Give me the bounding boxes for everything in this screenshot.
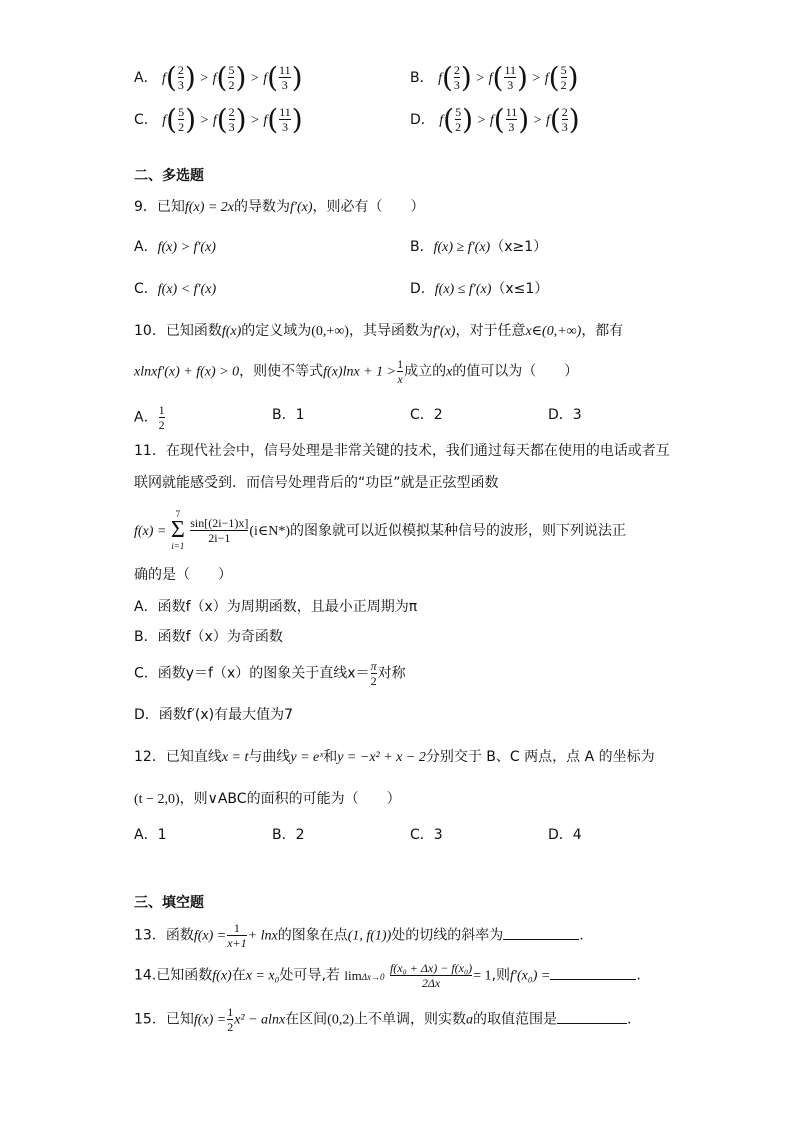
q9-option-c: C．f(x) < f′(x) bbox=[134, 281, 217, 297]
section-title-fill-in: 三、填空题 bbox=[134, 895, 204, 911]
q10-stem-line1: 10．已知函数f(x)的定义域为(0,+∞)，其导函数为f′(x)，对于任意x∈(0,+∞)，都有 bbox=[134, 323, 624, 339]
q9-stem: 9．已知f(x) = 2x的导数为f′(x)，则必有（ ） bbox=[134, 199, 425, 215]
q11-stem-line4: 确的是（ ） bbox=[134, 567, 232, 583]
q9-option-a: A．f(x) > f′(x) bbox=[134, 239, 216, 255]
q9-option-d: D．f(x) ≤ f′(x)（x≤1） bbox=[410, 281, 549, 297]
q8-option-c: C． f( $\frac{5}{2}$ ) > f( $\frac{2}{3}$ ) > f( $\frac{11}{3}$ ) bbox=[134, 103, 303, 136]
q15-answer-blank[interactable] bbox=[557, 1009, 627, 1024]
q14-stem: 14.已知函数f(x)在x = x₀处可导,若 limΔx→0 $\frac{\text{f(x₀ + Δx) − f(x₀)}}{2\Delta x}$ = 1,则f′(x₀) = . bbox=[134, 961, 641, 990]
q9-option-b: B．f(x) ≥ f′(x)（x≥1） bbox=[410, 239, 548, 255]
q8-option-d: D． f( $\frac{5}{2}$ ) > f( $\frac{11}{3}$ ) > f( $\frac{2}{3}$ ) bbox=[410, 103, 580, 136]
q8-option-a: A． f( $\frac{2}{3}$ ) > f( $\frac{5}{2}$ ) > f( $\frac{11}{3}$ ) bbox=[134, 61, 303, 94]
q15-stem: 15．已知f(x) = $\frac{1}{2}$ x² − alnx在区间(0,2)上不单调，则实数a的取值范围是 . bbox=[134, 1005, 632, 1034]
q10-option-a: A． $\frac{1}{2}$ bbox=[134, 403, 165, 432]
q11-option-d: D．函数f′(x)有最大值为7 bbox=[134, 707, 294, 723]
q13-answer-blank[interactable] bbox=[503, 925, 579, 940]
q10-stem-line2: xlnxf′(x) + f(x) > 0，则使不等式f(x)lnx + 1 > $\frac{1}{x}$ 成立的x的值可以为（ ） bbox=[134, 357, 579, 386]
q12-option-b: B．2 bbox=[272, 827, 305, 843]
q11-stem-line3: f(x) = 7 Σ i=1 $\frac{\sin[(2i-1)x]}{2i-1}$ (i∈N*)的图象就可以近似模拟某种信号的波形，则下列说法正 bbox=[134, 509, 627, 551]
q12-stem-line1: 12．已知直线x = t与曲线y = eˣ和y = −x² + x − 2分别交于 B、C 两点，点 A 的坐标为 bbox=[134, 749, 655, 765]
q11-option-b: B．函数f（x）为奇函数 bbox=[134, 629, 283, 645]
q12-stem-line2: (t − 2,0)，则∨ABC的面积的可能为（ ） bbox=[134, 791, 401, 807]
q12-option-a: A．1 bbox=[134, 827, 167, 843]
q13-stem: 13．函数f(x) = $\frac{1}{x+1}$ + lnx的图象在点(1, f(1))处的切线的斜率为 . bbox=[134, 921, 584, 950]
q12-option-c: C．3 bbox=[410, 827, 443, 843]
q10-option-d: D．3 bbox=[548, 407, 582, 423]
q11-option-c: C．函数y＝f（x）的图象关于直线x＝ $\frac{\pi}{2}$ 对称 bbox=[134, 659, 406, 688]
section-title-multiple-choice: 二、多选题 bbox=[134, 168, 204, 184]
summation-symbol: 7 Σ i=1 bbox=[170, 509, 185, 551]
q12-option-d: D．4 bbox=[548, 827, 582, 843]
q10-option-b: B．1 bbox=[272, 407, 305, 423]
q11-stem-line2: 联网就能感受到．而信号处理背后的“功臣”就是正弦型函数 bbox=[134, 475, 499, 491]
limit-symbol: limΔx→0 bbox=[344, 967, 385, 983]
q8-option-b: B． f( $\frac{2}{3}$ ) > f( $\frac{11}{3}$ ) > f( $\frac{5}{2}$ ) bbox=[410, 61, 579, 94]
q10-option-c: C．2 bbox=[410, 407, 443, 423]
q14-answer-blank[interactable] bbox=[550, 965, 636, 980]
q11-option-a: A．函数f（x）为周期函数，且最小正周期为π bbox=[134, 599, 418, 615]
q11-stem-line1: 11．在现代社会中，信号处理是非常关键的技术，我们通过每天都在使用的电话或者互 bbox=[134, 443, 670, 459]
